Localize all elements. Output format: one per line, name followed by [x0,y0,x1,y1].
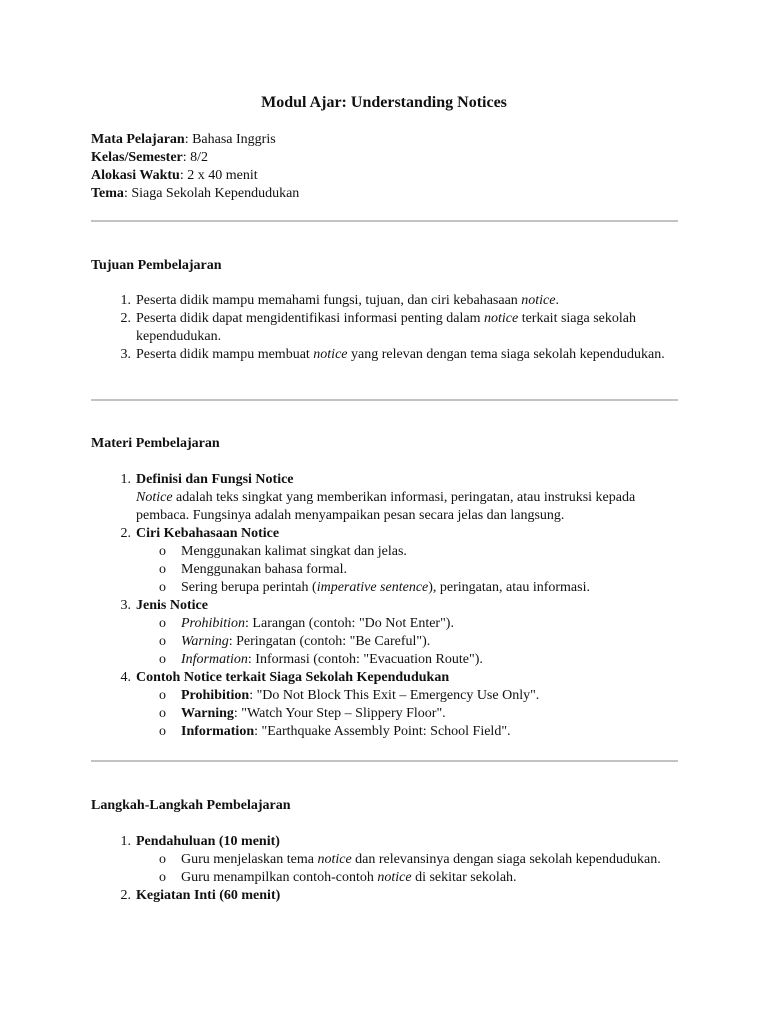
bullet-text: Sering berupa perintah ( [181,580,317,595]
bullet-icon: o [159,544,166,559]
bullet-text: dan relevansinya dengan siaga sekolah kependudukan. [351,852,661,867]
item-number: 1. [120,293,131,308]
bullet-emphasis: Information [181,652,248,667]
item-number: 2. [120,526,131,541]
langkah-heading: Langkah-Langkah Pembelajaran [91,798,291,813]
bullet-strong: Warning [181,706,234,721]
item-emphasis: Notice [136,490,173,505]
item-text: terkait siaga sekolah kependudukan. [136,311,636,344]
subject-value: : Bahasa Inggris [184,132,276,147]
materi-list [91,471,681,741]
tujuan-list [91,292,681,364]
item-text: . [555,293,559,308]
time-label: Alokasi Waktu [91,168,180,183]
bullet-item [136,687,681,705]
bullet-icon: o [159,634,166,649]
bullet-emphasis: Prohibition [181,616,246,631]
item-emphasis: notice [313,347,348,362]
item-title: Definisi dan Fungsi Notice [136,472,294,487]
list-item [91,310,681,346]
item-title: Pendahuluan (10 menit) [136,834,280,849]
list-item [91,525,681,597]
item-text: Peserta didik dapat mengidentifikasi informasi penting dalam [136,311,484,326]
item-emphasis: notice [521,293,556,308]
item-title: Ciri Kebahasaan Notice [136,526,280,541]
divider [91,399,678,401]
list-item [91,669,681,741]
tujuan-heading: Tujuan Pembelajaran [91,258,222,273]
item-number: 2. [120,311,131,326]
bullet-icon: o [159,724,166,739]
module-info [91,131,299,203]
bullet-icon: o [159,870,166,885]
bullet-item [136,633,681,651]
bullet-icon: o [159,652,166,667]
langkah-list [91,833,681,905]
divider [91,760,678,762]
time-value: : 2 x 40 menit [179,168,258,183]
item-text: yang relevan dengan tema siaga sekolah kependudukan. [347,347,665,362]
item-number: 2. [120,888,131,903]
bullet-text: Menggunakan kalimat singkat dan jelas. [181,544,407,559]
item-description: adalah teks singkat yang memberikan informasi, peringatan, atau instruksi kepada pembaca. Fungsinya adalah menyampaikan pesan secara jelas dan langsung. [136,490,636,523]
class-row [91,149,299,167]
bullet-icon: o [159,852,166,867]
bullet-strong: Prohibition [181,688,250,703]
item-number: 3. [120,347,131,362]
theme-label: Tema [91,186,124,201]
subject-row [91,131,299,149]
bullet-text: di sekitar sekolah. [411,870,517,885]
theme-row [91,185,299,203]
bullet-text: : Informasi (contoh: "Evacuation Route"). [247,652,483,667]
bullet-item [136,543,681,561]
list-item [91,597,681,669]
bullet-text: Guru menjelaskan tema [181,852,318,867]
bullet-item [136,579,681,597]
theme-value: : Siaga Sekolah Kependudukan [123,186,300,201]
bullet-text: : "Earthquake Assembly Point: School Field". [254,724,511,739]
bullet-emphasis: imperative sentence [316,580,429,595]
bullet-text: : "Watch Your Step – Slippery Floor". [233,706,446,721]
bullet-icon: o [159,688,166,703]
bullet-item [136,705,681,723]
bullet-emphasis: notice [317,852,352,867]
bullet-item [136,561,681,579]
bullet-icon: o [159,562,166,577]
list-item [91,471,681,525]
class-value: : 8/2 [182,150,209,165]
item-number: 1. [120,472,131,487]
list-item [91,833,681,887]
subject-label: Mata Pelajaran [91,132,185,147]
item-text: Peserta didik mampu memahami fungsi, tujuan, dan ciri kebahasaan [136,293,522,308]
bullet-strong: Information [181,724,255,739]
item-number: 1. [120,834,131,849]
bullet-item [136,723,681,741]
document-title: Modul Ajar: Understanding Notices [261,94,507,111]
divider [91,220,678,222]
bullet-item [136,615,681,633]
item-title: Kegiatan Inti (60 menit) [136,888,281,903]
materi-heading: Materi Pembelajaran [91,436,220,451]
bullet-item [136,869,681,887]
time-row [91,167,299,185]
bullet-item [136,851,681,869]
bullet-item [136,651,681,669]
bullet-emphasis: Warning [181,634,229,649]
list-item [91,887,681,905]
item-number: 3. [120,598,131,613]
list-item [91,346,681,364]
bullet-icon: o [159,706,166,721]
bullet-icon: o [159,616,166,631]
class-label: Kelas/Semester [91,150,183,165]
bullet-text: Guru menampilkan contoh-contoh [181,870,378,885]
item-emphasis: notice [483,311,519,326]
bullet-text: : Peringatan (contoh: "Be Careful"). [228,634,431,649]
bullet-text: Menggunakan bahasa formal. [181,562,347,577]
bullet-text: : Larangan (contoh: "Do Not Enter"). [245,616,454,631]
bullet-icon: o [159,580,166,595]
item-number: 4. [120,670,131,685]
bullet-text: ), peringatan, atau informasi. [428,580,590,595]
item-text: Peserta didik mampu membuat [136,347,314,362]
list-item [91,292,681,310]
bullet-text: : "Do Not Block This Exit – Emergency Use Only". [249,688,540,703]
item-title: Contoh Notice terkait Siaga Sekolah Kependudukan [136,670,450,685]
bullet-emphasis: notice [377,870,412,885]
item-title: Jenis Notice [136,598,208,613]
